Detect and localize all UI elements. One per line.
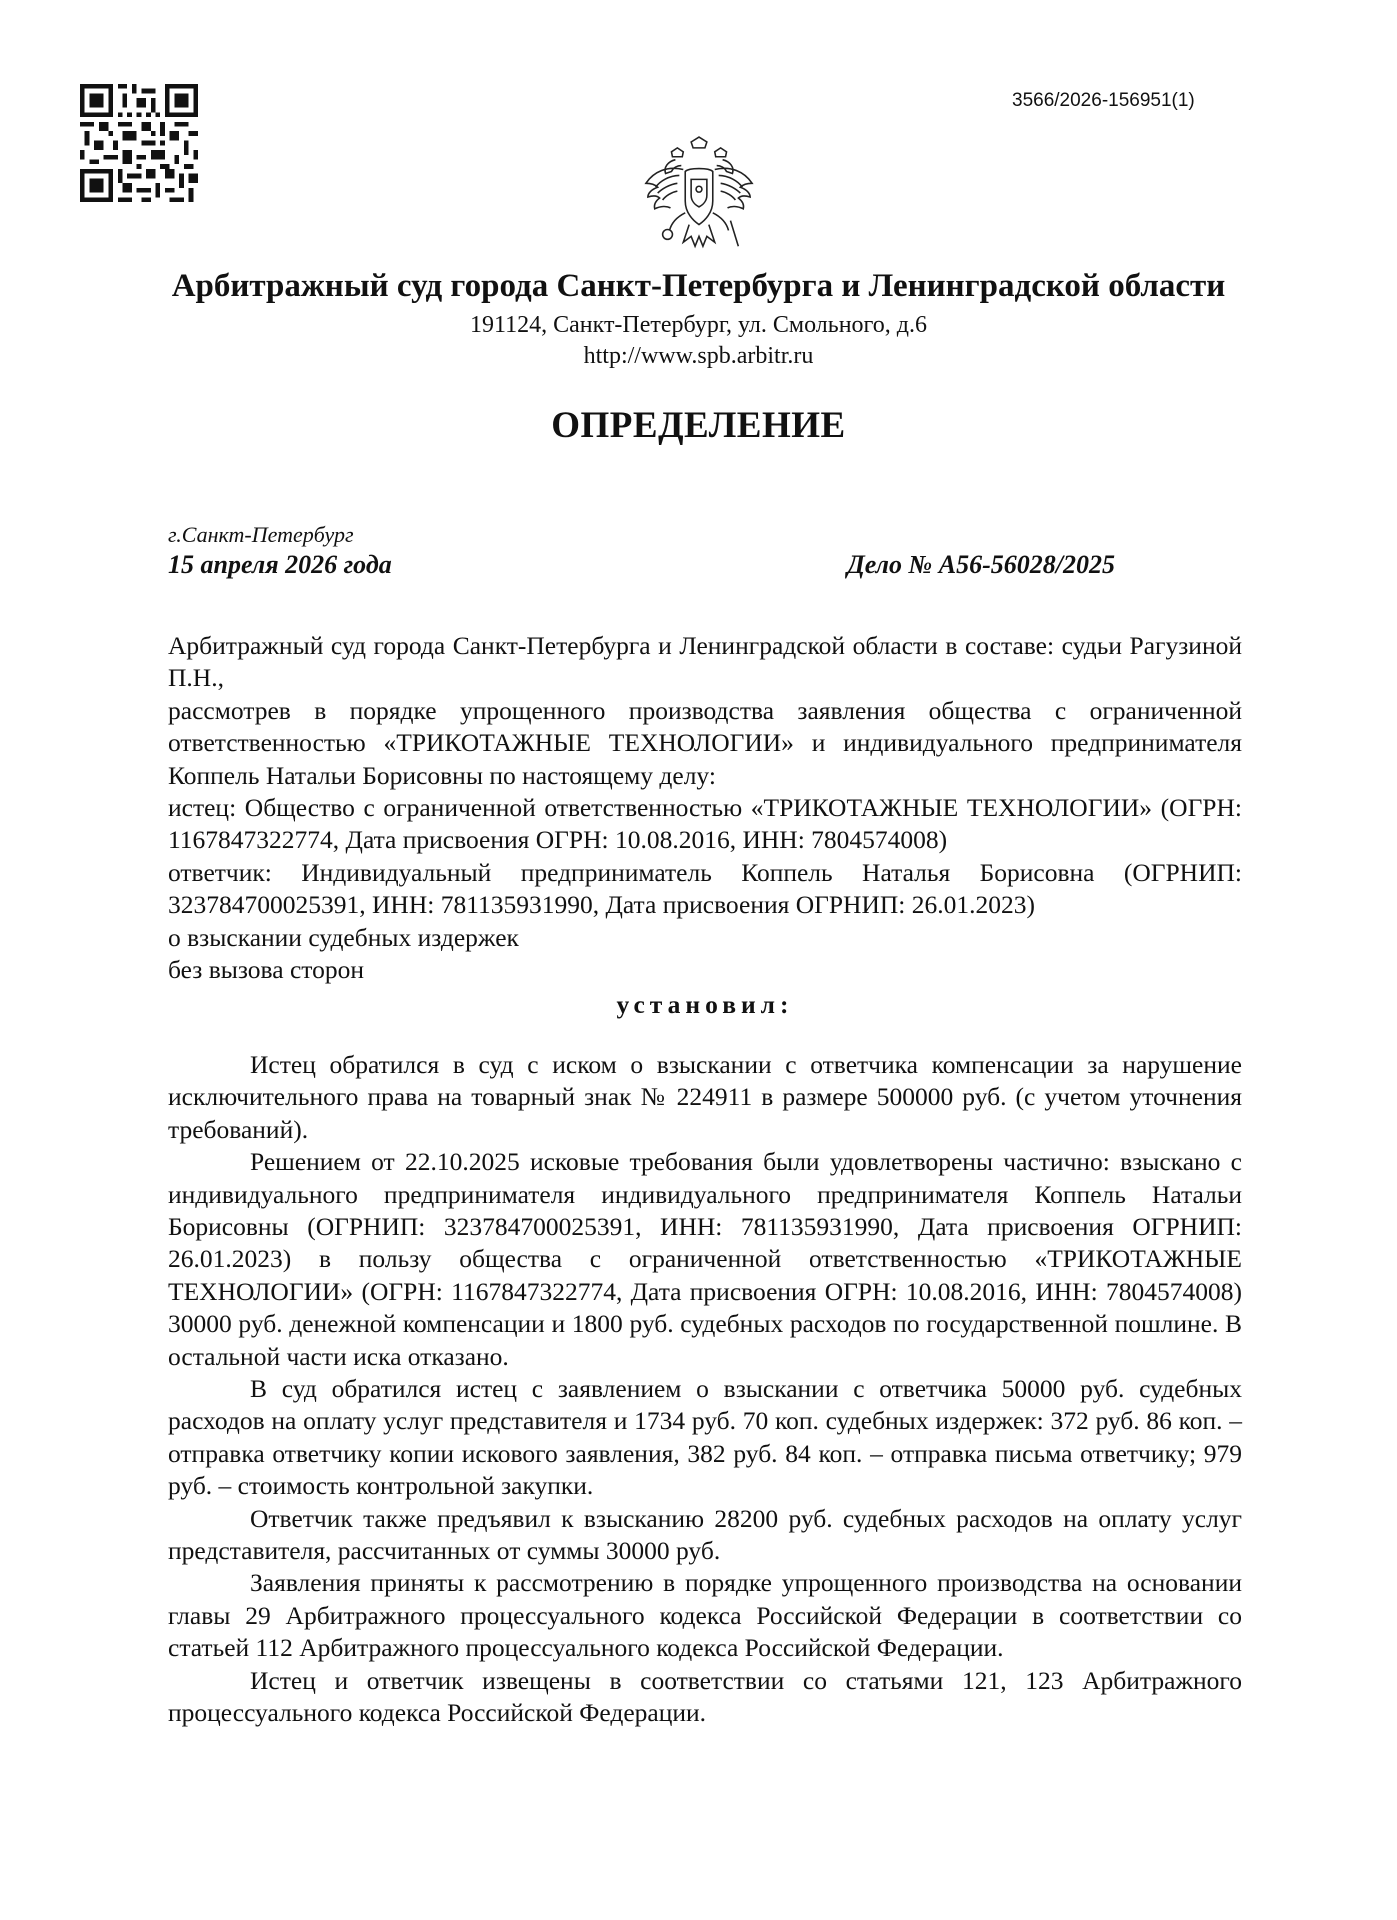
intro-procedure: без вызова сторон [168,955,364,985]
city: г.Санкт-Петербург [168,522,354,547]
document-date: 15 апреля 2026 года [168,550,392,579]
court-website: http://www.spb.arbitr.ru [583,343,814,369]
paragraph: Истец обратился в суд с иском о взыскании с ответчика компенсации за нарушение исключительного права на товарный знак № 224911 в размере 500000 руб. (с учетом уточнения требований). [168,1049,1242,1144]
qr-code-icon [80,84,198,202]
document-number: 3566/2026-156951(1) [1012,90,1195,111]
paragraph: Заявления приняты к рассмотрению в порядке упрощенного производства на основании главы 29 Арбитражного процессуального кодекса Российской Федерации в соответствии со статьей 112 Арбитражного процессуального кодекса Российской Федерации. [168,1568,1242,1663]
paragraph: Истец и ответчик извещены в соответствии со статьями 121, 123 Арбитражного процессуального кодекса Российской Федерации. [168,1665,1242,1727]
case-number: Дело № А56-56028/2025 [847,550,1116,579]
document-body [168,630,1242,1729]
document-title: ОПРЕДЕЛЕНИЕ [551,405,846,446]
intro-subject: о взыскании судебных издержек [168,922,519,952]
intro-defendant: ответчик: Индивидуальный предприниматель Коппель Наталья Борисовна (ОГРНИП: 323784700025391, ИНН: 781135931990, Дата присвоения ОГРНИП: 26.01.2023) [168,857,1242,920]
paragraph: Решением от 22.10.2025 исковые требования были удовлетворены частично: взыскано с индивидуального предпринимателя индивидуального предпринимателя Коппель Натальи Борисовны (ОГРНИП: 323784700025391, ИНН: 781135931990, Дата присвоения ОГРНИП: 26.01.2023) в пользу общества с ограниченной ответственностью «ТРИКОТАЖНЫЕ ТЕХНОЛОГИИ» (ОГРН: 1167847322774, Дата присвоения ОГРН: 10.08.2016, ИНН: 7804574008) 30000 руб. денежной компенсации и 1800 руб. судебных расходов по государственной пошлине. В остальной части иска отказано. [168,1147,1242,1371]
paragraph: Ответчик также предъявил к взысканию 28200 руб. судебных расходов на оплату услуг представителя, рассчитанных от суммы 30000 руб. [168,1503,1242,1565]
established-heading: установил: [616,990,794,1020]
intro-considering: рассмотрев в порядке упрощенного производства заявления общества с ограниченной ответственностью «ТРИКОТАЖНЫЕ ТЕХНОЛОГИИ» и индивидуального предпринимателя Коппель Натальи Борисовны по настоящему делу: [168,695,1242,790]
intro-composition: Арбитражный суд города Санкт-Петербурга и Ленинградской области в составе: судьи Рагузиной П.Н., [168,631,1242,693]
court-address: 191124, Санкт-Петербург, ул. Смольного, д.6 [469,312,928,338]
intro-plaintiff: истец: Общество с ограниченной ответственностью «ТРИКОТАЖНЫЕ ТЕХНОЛОГИИ» (ОГРН: 1167847322774, Дата присвоения ОГРН: 10.08.2016, ИНН: 7804574008) [168,793,1242,855]
paragraph: В суд обратился истец с заявлением о взыскании с ответчика 50000 руб. судебных расходов на оплату услуг представителя и 1734 руб. 70 коп. судебных издержек: 372 руб. 86 коп. – отправка ответчику копии искового заявления, 382 руб. 84 коп. – отправка письма ответчику; 979 руб. – стоимость контрольной закупки. [168,1373,1242,1501]
coat-of-arms-icon [640,136,758,264]
court-name: Арбитражный суд города Санкт-Петербурга и Ленинградской области [171,268,1226,304]
